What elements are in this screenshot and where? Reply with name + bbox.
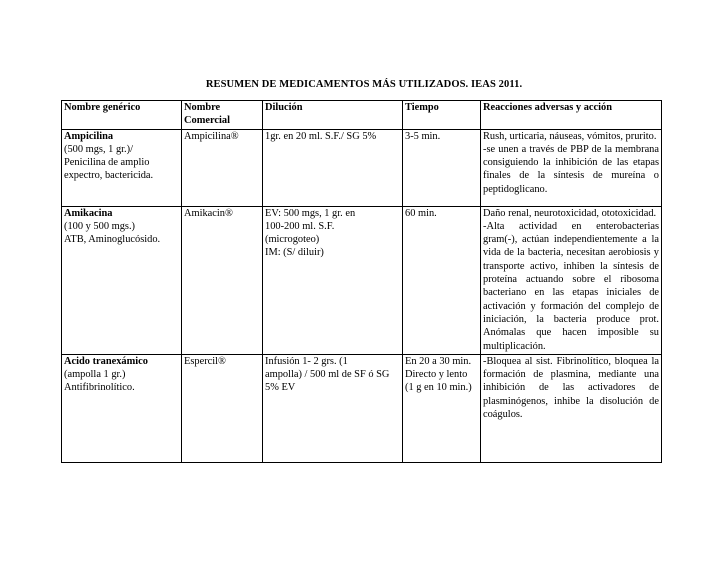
dilution-line: EV: 500 mgs, 1 gr. en bbox=[265, 207, 356, 219]
commercial-cell: Amikacin® bbox=[182, 206, 263, 354]
time-line: 60 min. bbox=[405, 207, 437, 219]
dilution-line: 1gr. en 20 ml. S.F./ SG 5% bbox=[265, 130, 377, 142]
reaction-text: -Alta actividad en enterobacterias gram(-), actúan independientemente a la vida de la bacteria, necesitan aerobiosis y transporte activo, inhiben la síntesis de proteína actuando sobre el ribosoma bacteriano en las etapas iniciales de activación y formación del complejo de iniciación, la bacteria produce prot. Anómalas que hacen imposible su multiplicación. bbox=[483, 220, 659, 352]
dilution-line: (microgoteo) bbox=[265, 234, 320, 246]
commercial-cell: Ampicilina® bbox=[182, 129, 263, 206]
header-time: Tiempo bbox=[403, 101, 481, 130]
time-line: En 20 a 30 min. bbox=[405, 355, 472, 367]
header-reactions: Reacciones adversas y acción bbox=[481, 101, 662, 130]
reaction-text: -se unen a través de PBP de la membrana consiguiendo la inhibición de las etapas finales de la síntesis de mureína o peptidoglicano. bbox=[483, 143, 659, 195]
generic-name: Acido tranexámico bbox=[64, 355, 148, 367]
header-commercial-name: Nombre Comercial bbox=[182, 101, 263, 130]
reactions-cell bbox=[481, 206, 662, 354]
generic-detail: (ampolla 1 gr.) bbox=[64, 369, 126, 381]
generic-name: Amikacina bbox=[64, 207, 113, 219]
time-cell bbox=[403, 354, 481, 462]
dilution-line: 100-200 ml. S.F. bbox=[265, 220, 335, 232]
time-cell bbox=[403, 206, 481, 354]
header-generic-name: Nombre genérico bbox=[62, 101, 182, 130]
table-row bbox=[62, 354, 662, 462]
commercial-cell: Espercil® bbox=[182, 354, 263, 462]
reaction-text: Rush, urticaria, náuseas, vómitos, prurito. bbox=[483, 130, 657, 142]
generic-cell bbox=[62, 354, 182, 462]
generic-detail: Antifibrinolítico. bbox=[64, 382, 135, 394]
dilution-line: IM: (S/ diluir) bbox=[265, 247, 324, 259]
generic-name: Ampicilina bbox=[64, 130, 114, 142]
table-header-row bbox=[62, 101, 662, 130]
reaction-text: -Bloquea al sist. Fibrinolítico, bloquea la formación de plasmina, mediante una inhibición de las activadores de plasminógenos, inhibe la disolución de coágulos. bbox=[483, 355, 659, 421]
dilution-line: ampolla) / 500 ml de SF ó SG bbox=[265, 369, 390, 381]
dilution-cell bbox=[263, 129, 403, 206]
reaction-text: Daño renal, neurotoxicidad, ototoxicidad. bbox=[483, 207, 657, 219]
table-row bbox=[62, 129, 662, 206]
time-cell bbox=[403, 129, 481, 206]
document-title: RESUMEN DE MEDICAMENTOS MÁS UTILIZADOS. IEAS 2011. bbox=[205, 79, 523, 90]
generic-cell bbox=[62, 206, 182, 354]
table-row bbox=[62, 206, 662, 354]
reactions-cell bbox=[481, 354, 662, 462]
dilution-line: Infusión 1- 2 grs. (1 bbox=[265, 355, 348, 367]
time-line: (1 g en 10 min.) bbox=[405, 382, 472, 394]
dilution-cell bbox=[263, 354, 403, 462]
generic-detail: expectro, bactericida. bbox=[64, 170, 154, 182]
generic-cell bbox=[62, 129, 182, 206]
dilution-cell bbox=[263, 206, 403, 354]
reactions-cell bbox=[481, 129, 662, 206]
medications-table bbox=[61, 100, 662, 463]
time-line: 3-5 min. bbox=[405, 130, 441, 142]
generic-detail: (100 y 500 mgs.) bbox=[64, 220, 135, 232]
generic-detail: ATB, Aminoglucósido. bbox=[64, 234, 161, 246]
generic-detail: Penicilina de amplio bbox=[64, 157, 150, 169]
header-dilution: Dilución bbox=[263, 101, 403, 130]
dilution-line: 5% EV bbox=[265, 382, 296, 394]
time-line: Directo y lento bbox=[405, 369, 468, 381]
generic-detail: (500 mgs, 1 gr.)/ bbox=[64, 143, 133, 155]
